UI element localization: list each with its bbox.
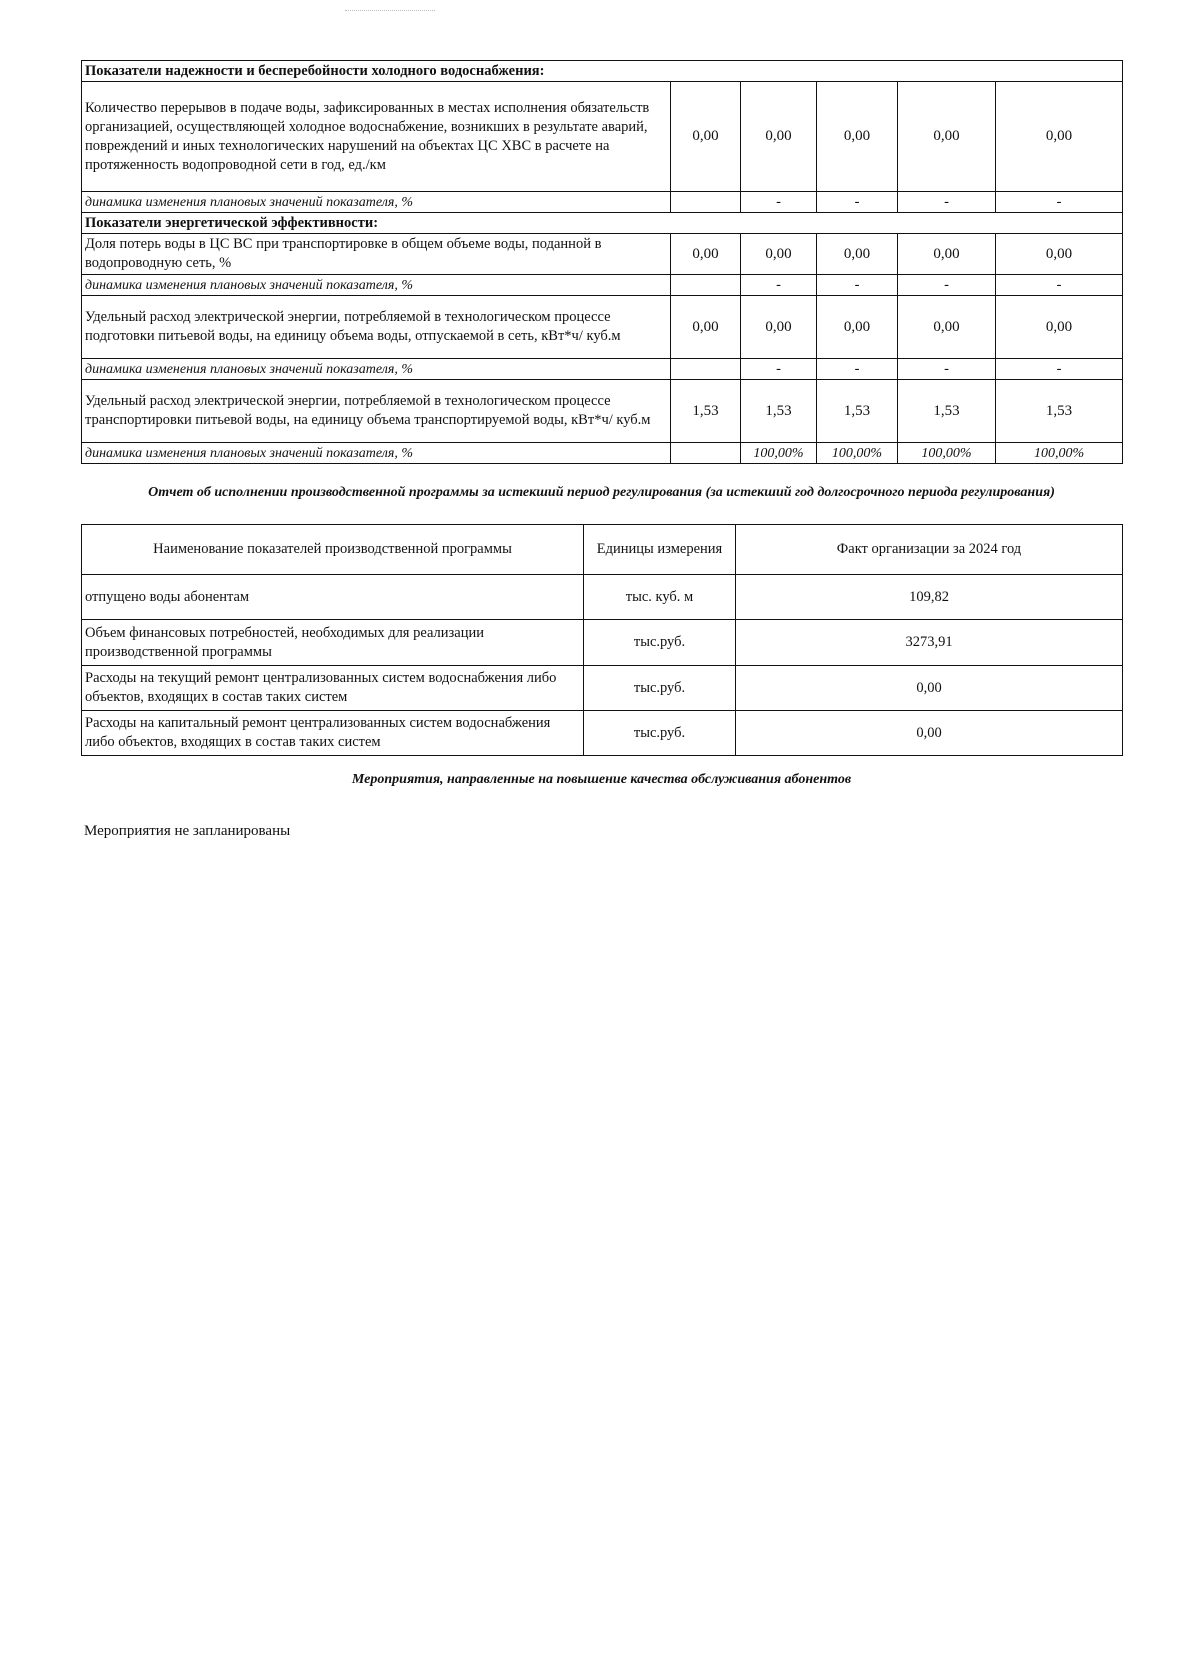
indicator-value: 0,00 [817,296,898,359]
dynamics-value [671,192,741,213]
dynamics-value [671,443,741,464]
dynamics-value: - [817,192,898,213]
indicator-value: 0,00 [898,234,996,275]
indicator-label: Доля потерь воды в ЦС ВС при транспортировке в общем объеме воды, поданной в водопроводную сеть, % [82,234,671,275]
indicator-value: 1,53 [817,380,898,443]
production-program-table [81,524,1123,756]
indicator-value: 0,00 [741,82,817,192]
indicator-value: 1,53 [898,380,996,443]
indicator-value: 0,00 [671,234,741,275]
dynamics-label: динамика изменения плановых значений показателя, % [82,443,671,464]
indicator-label: Удельный расход электрической энергии, потребляемой в технологическом процессе транспортировки питьевой воды, на единицу объема транспортируемой воды, кВт*ч/ куб.м [82,380,671,443]
column-header: Факт организации за 2024 год [736,525,1123,575]
program-indicator-fact: 109,82 [736,575,1123,620]
program-indicator-fact: 0,00 [736,711,1123,756]
dynamics-value: 100,00% [817,443,898,464]
indicator-value: 0,00 [817,234,898,275]
indicator-value: 1,53 [996,380,1123,443]
dynamics-value: - [741,192,817,213]
dynamics-label: динамика изменения плановых значений показателя, % [82,275,671,296]
dynamics-value: - [898,192,996,213]
dynamics-value: 100,00% [741,443,817,464]
program-indicator-name: отпущено воды абонентам [82,575,584,620]
indicator-value: 0,00 [741,296,817,359]
indicator-label: Удельный расход электрической энергии, потребляемой в технологическом процессе подготовки питьевой воды, на единицу объема воды, отпускаемой в сеть, кВт*ч/ куб.м [82,296,671,359]
program-indicator-name: Объем финансовых потребностей, необходимых для реализации производственной программы [82,620,584,666]
dynamics-value [671,275,741,296]
dynamics-label: динамика изменения плановых значений показателя, % [82,192,671,213]
program-indicator-unit: тыс.руб. [584,711,736,756]
dynamics-value: 100,00% [898,443,996,464]
program-indicator-unit: тыс.руб. [584,666,736,711]
indicator-value: 1,53 [671,380,741,443]
measures-note: Мероприятия не запланированы [84,823,291,839]
dynamics-value: - [898,275,996,296]
measures-caption: Мероприятия, направленные на повышение качества обслуживания абонентов [351,772,852,787]
section-title-reliability: Показатели надежности и бесперебойности холодного водоснабжения: [82,61,1123,82]
indicator-value: 0,00 [741,234,817,275]
dynamics-value: - [741,359,817,380]
indicator-value: 0,00 [996,82,1123,192]
dynamics-value: - [996,359,1123,380]
program-indicator-name: Расходы на текущий ремонт централизованных систем водоснабжения либо объектов, входящих в состав таких систем [82,666,584,711]
indicator-value: 0,00 [996,234,1123,275]
dynamics-value [671,359,741,380]
report-caption: Отчет об исполнении производственной программы за истекший период регулирования (за истекший год долгосрочного периода регулирования) [148,485,1055,500]
scan-artifact [345,10,435,12]
indicator-value: 0,00 [671,82,741,192]
program-indicator-fact: 0,00 [736,666,1123,711]
indicator-value: 0,00 [898,82,996,192]
section-title-energy: Показатели энергетической эффективности: [82,213,1123,234]
program-indicator-unit: тыс.руб. [584,620,736,666]
indicator-label: Количество перерывов в подаче воды, зафиксированных в местах исполнения обязательств организацией, осуществляющей холодное водоснабжение, возникших в результате аварий, повреждений и иных технологических нарушений на объектах ЦС ХВС в расчете на протяженность водопроводной сети в год, ед./км [82,82,671,192]
dynamics-value: - [996,275,1123,296]
dynamics-value: - [741,275,817,296]
dynamics-label: динамика изменения плановых значений показателя, % [82,359,671,380]
column-header: Единицы измерения [584,525,736,575]
indicator-value: 0,00 [671,296,741,359]
program-indicator-fact: 3273,91 [736,620,1123,666]
indicator-value: 0,00 [898,296,996,359]
dynamics-value: - [996,192,1123,213]
program-indicator-unit: тыс. куб. м [584,575,736,620]
column-header: Наименование показателей производственной программы [82,525,584,575]
indicator-value: 0,00 [817,82,898,192]
indicator-value: 1,53 [741,380,817,443]
indicators-table [81,60,1123,464]
dynamics-value: - [817,359,898,380]
indicator-value: 0,00 [996,296,1123,359]
dynamics-value: - [898,359,996,380]
dynamics-value: 100,00% [996,443,1123,464]
dynamics-value: - [817,275,898,296]
program-indicator-name: Расходы на капитальный ремонт централизованных систем водоснабжения либо объектов, входящих в состав таких систем [82,711,584,756]
